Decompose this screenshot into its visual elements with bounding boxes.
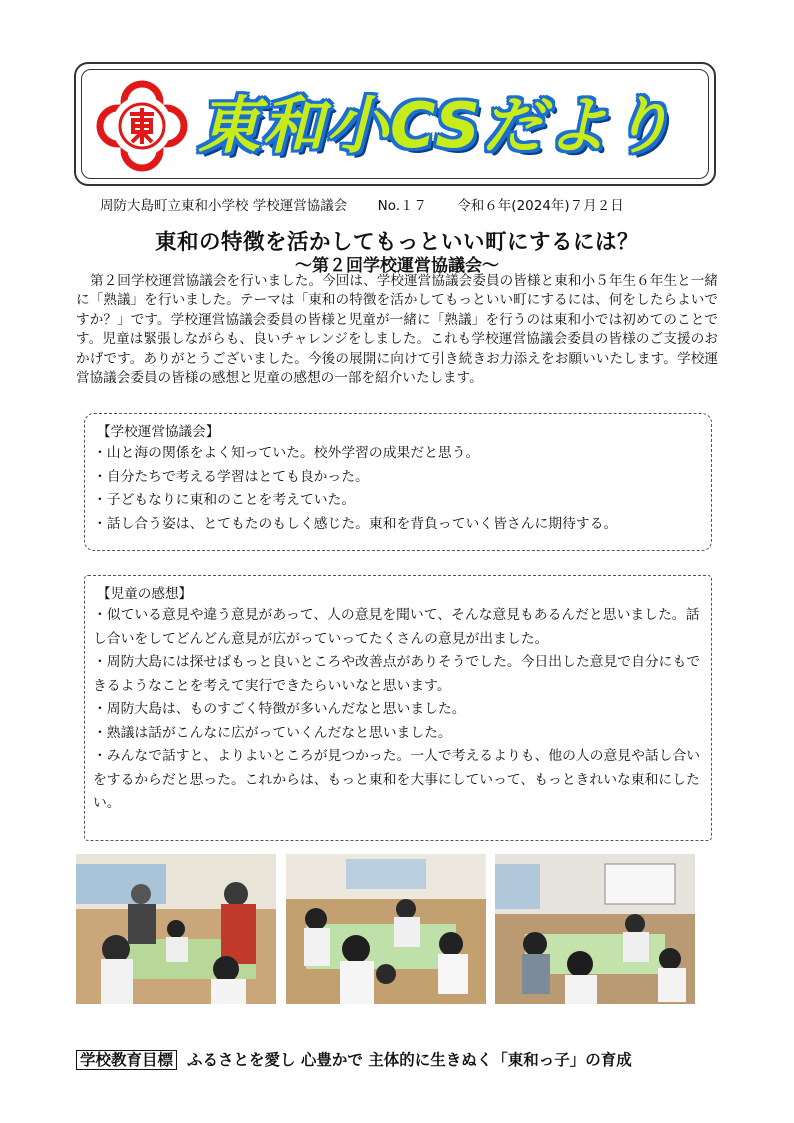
list-item: ・周防大島は、ものすごく特徴が多いんだなと思いました。	[93, 701, 466, 717]
school-goal-footer	[76, 1048, 726, 1070]
student-comments-box	[84, 575, 712, 841]
issue-date: 令和６年(2024年)７月２日	[457, 198, 624, 214]
list-item: ・似ている意見や違う意見があって、人の意見を聞いて、そんな意見もあるんだと思いました。話し合いをしてどんどん意見が広がっていってたくさんの意見が出ました。	[93, 607, 700, 647]
list-item: ・周防大島には探せばもっと良いところや改善点がありそうでした。今日出した意見で自分にもできるようなことを考えて実行できたらいいなと思います。	[93, 654, 701, 694]
student-comments-list	[85, 604, 711, 816]
student-box-title: 【児童の感想】	[97, 586, 193, 602]
list-item: ・山と海の関係をよく知っていた。校外学習の成果だと思う。	[93, 445, 480, 461]
article-headline: 東和の特徴を活かしてもっといい町にするには？	[154, 230, 639, 255]
committee-comments-list	[85, 442, 711, 536]
article-subheadline: ～第２回学校運営協議会～	[295, 256, 499, 276]
classroom-discussion-photo-2	[286, 854, 486, 1004]
school-goal-label: 学校教育目標	[76, 1050, 177, 1070]
list-item: ・みんなで話すと、よりよいところが見つかった。一人で考えるよりも、他の人の意見や話し合いをするからだと思った。これからは、もっと東和を大事にしていって、もっときれいな東和にしたい。	[93, 748, 701, 811]
organization-name: 周防大島町立東和小学校 学校運営協議会	[100, 198, 348, 214]
classroom-discussion-photo-3	[495, 854, 695, 1004]
school-emblem-logo	[96, 80, 188, 172]
list-item: ・子どもなりに東和のことを考えていた。	[93, 492, 356, 508]
issue-number: No.１７	[377, 198, 428, 214]
newsletter-title: 東和小CSだより	[198, 89, 674, 162]
school-goal-text: ふるさとを愛し 心豊かで 主体的に生きぬく「東和っ子」の育成	[187, 1051, 632, 1069]
committee-comments-box	[84, 413, 712, 551]
list-item: ・話し合う姿は、とてもたのもしく感じた。東和を背負っていく皆さんに期待する。	[93, 515, 618, 532]
list-item: ・自分たちで考える学習はとても良かった。	[93, 468, 369, 485]
list-item: ・熟議は話がこんなに広がっていくんだなと思いました。	[93, 724, 452, 741]
article-intro-paragraph: 第２回学校運営協議会を行いました。今回は、学校運営協議会委員の皆様と東和小５年生６年生と一緒に「熟議」を行いました。テーマは「東和の特徴を活かしてもっといい町にするには、何をしたらよいですか？」です。学校運営協議会委員の皆様と児童が一緒に「熟議」を行うのは東和小では初めてのことです。児童は緊張しながらも、良いチャレンジをしました。これも学校運営協議会委員の皆様のご支援のおかげです。ありがとうございました。今後の展開に向けて引き続きお力添えをお願いいたします。学校運営協議会委員の皆様の感想と児童の感想の一部を紹介いたします。	[76, 273, 718, 387]
classroom-discussion-photo-1	[76, 854, 276, 1004]
issue-info-line	[100, 194, 720, 214]
committee-box-title: 【学校運営協議会】	[97, 424, 220, 440]
